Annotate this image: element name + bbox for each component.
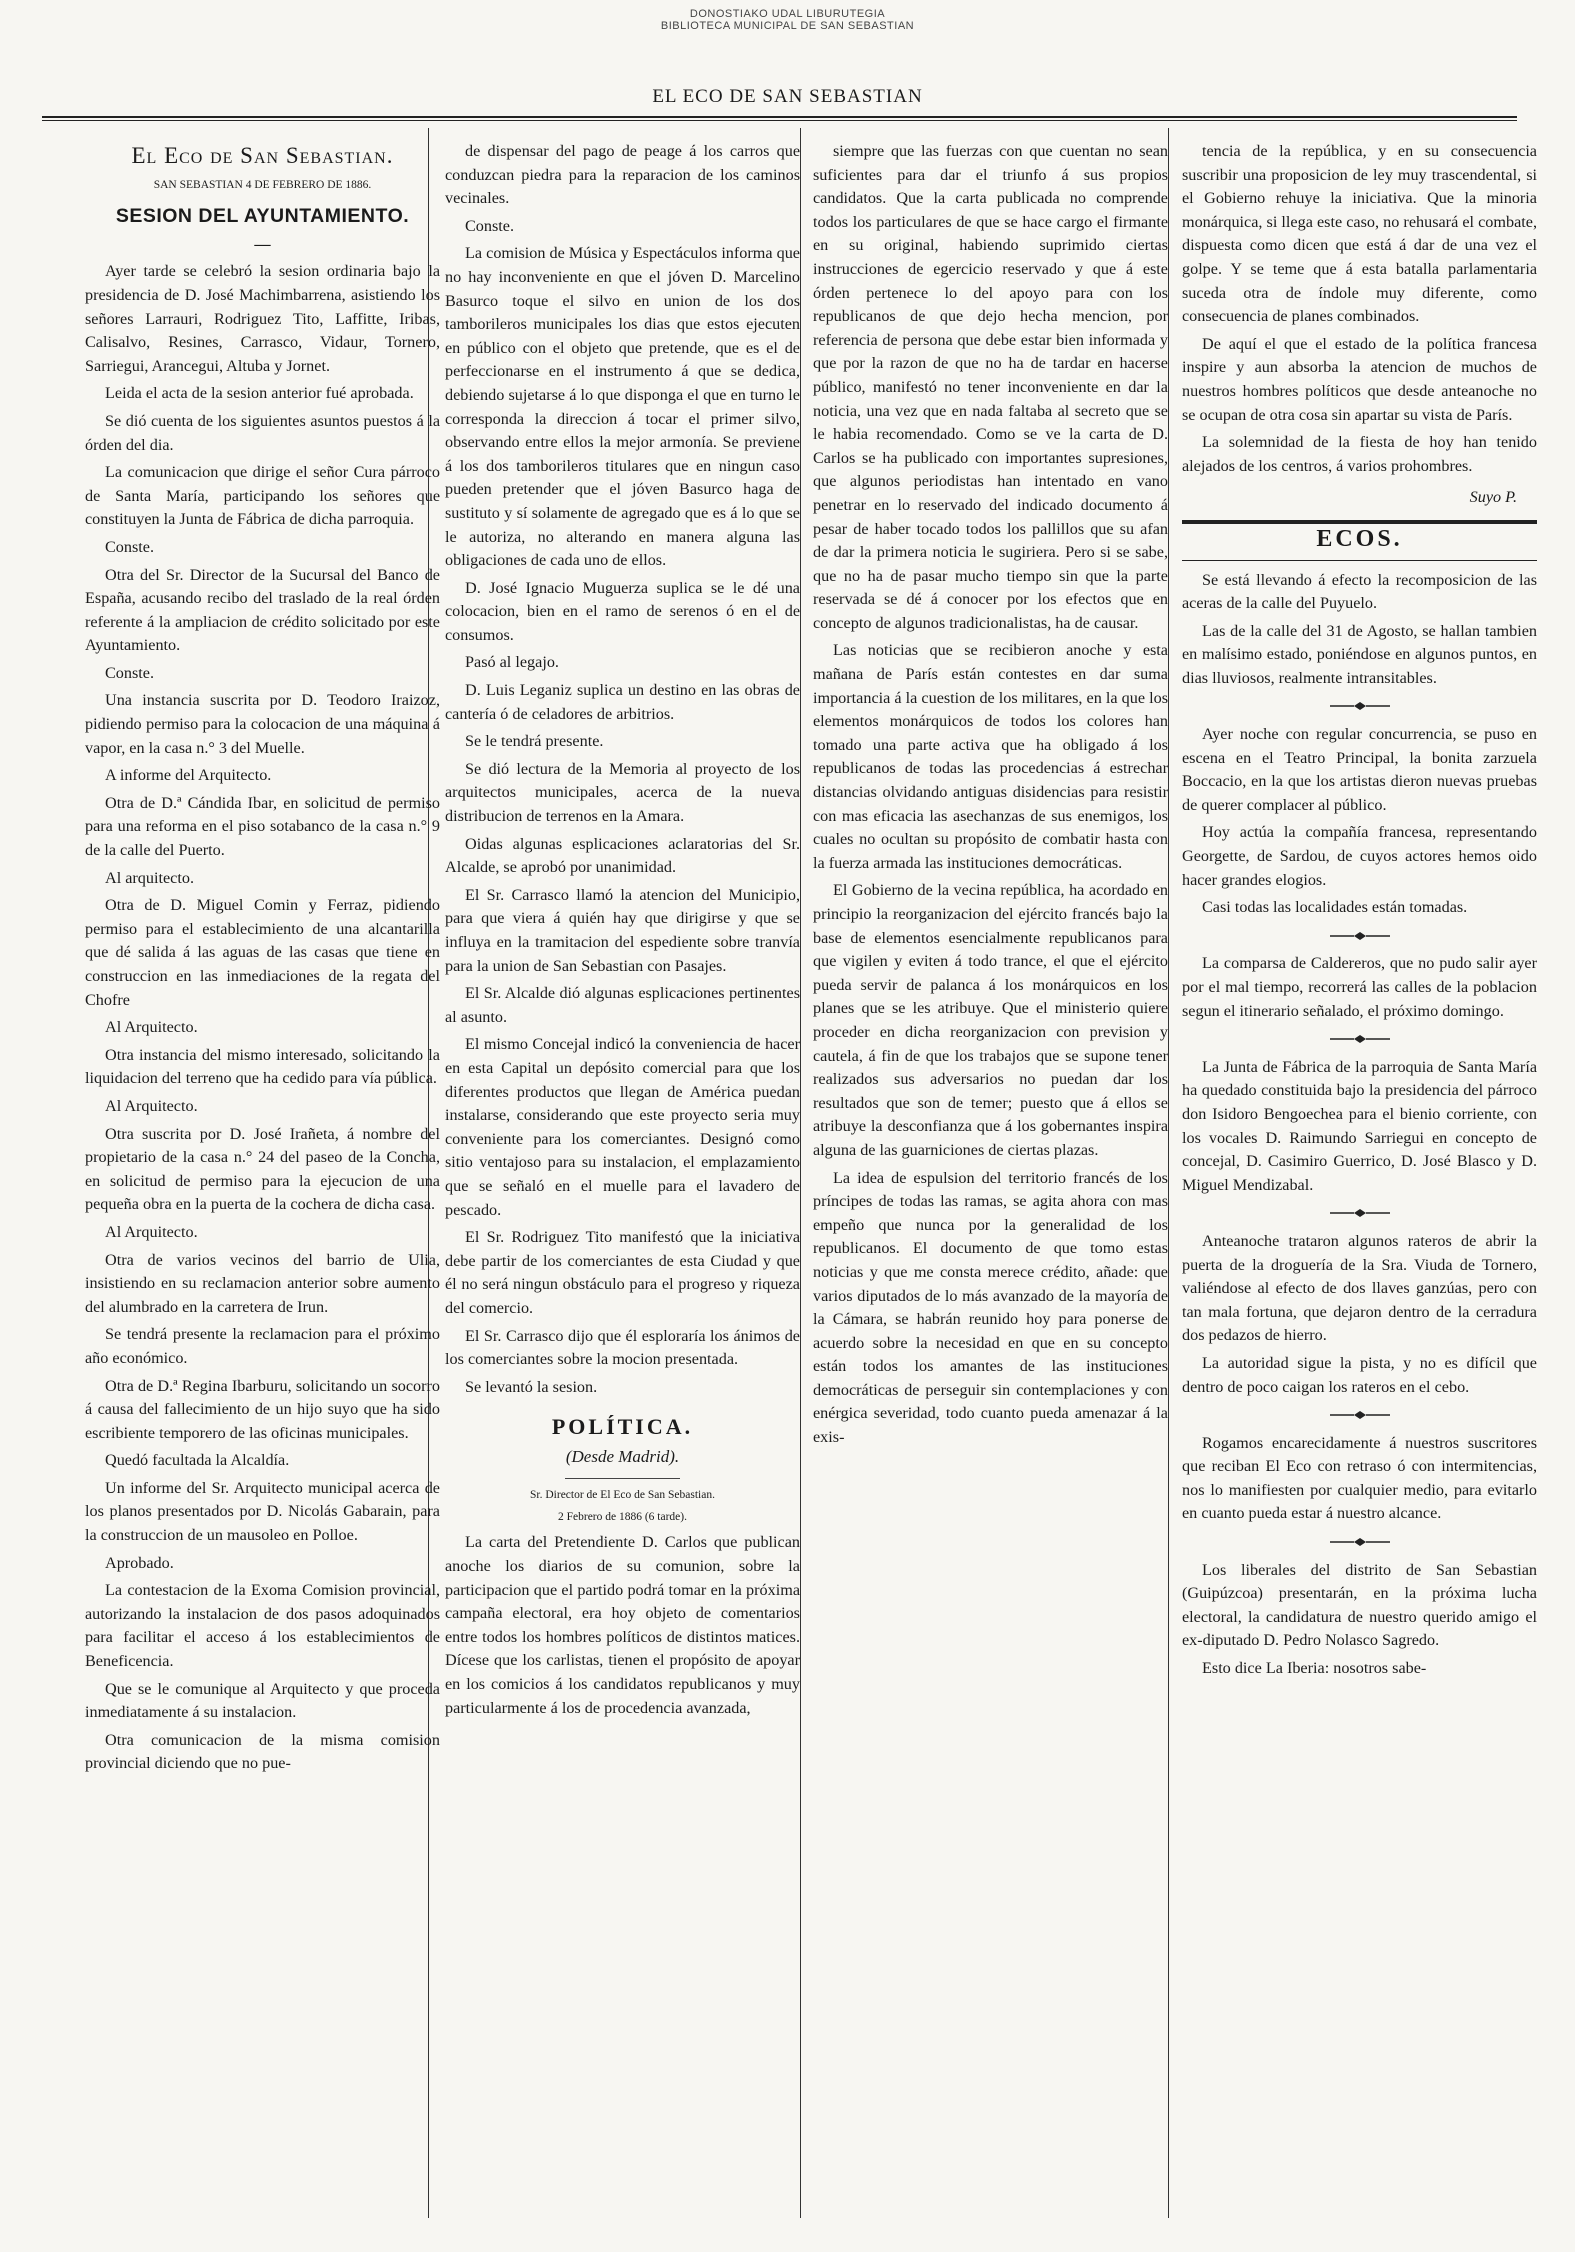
ornament-separator-icon bbox=[1182, 1027, 1537, 1051]
ornament-separator-icon bbox=[1182, 1530, 1537, 1554]
paragraph: El Sr. Rodriguez Tito manifestó que la iniciativa debe partir de los comerciantes de esta Ciudad y que él no será ningun obstáculo para el progreso y riqueza del comercio. bbox=[445, 1228, 800, 1317]
paragraph: Pasó al legajo. bbox=[465, 653, 559, 672]
paragraph: Leida el acta de la sesion anterior fué aprobada. bbox=[105, 384, 414, 403]
paragraph: Al Arquitecto. bbox=[105, 1222, 198, 1241]
paragraph: La contestacion de la Exoma Comision provincial, autorizando la instalacion de dos pasos adoquinados para facilitar el acceso á los establecimientos de Beneficencia. bbox=[85, 1581, 440, 1671]
paragraph: Un informe del Sr. Arquitecto municipal acerca de los planos presentados por D. Nicolás Gabarain, para la construccion de un mausoleo en Polloe. bbox=[85, 1478, 440, 1545]
paragraph: La comunicacion que dirige el señor Cura párroco de Santa María, participando los señores que constituyen la Junta de Fábrica de dicha parroquia. bbox=[85, 463, 440, 529]
section-subtitle: (Desde Madrid). bbox=[565, 1446, 680, 1466]
paragraph: Otra de D. Miguel Comin y Ferraz, pidiendo permiso para el establecimiento de una alcantarilla que dé salida á las aguas de las casas que tiene en construccion en las inmediaciones de la regata del Chofre bbox=[85, 896, 440, 1009]
letter-date: 2 Febrero de 1886 (6 tarde). bbox=[557, 1511, 687, 1524]
paragraph: Se dió cuenta de los siguientes asuntos puestos á la órden del dia. bbox=[85, 411, 440, 454]
paragraph: Aprobado. bbox=[105, 1553, 174, 1572]
article-body bbox=[445, 1531, 800, 1720]
paragraph: Otra suscrita por D. José Irañeta, á nombre del propietario de la casa n.° 24 del paseo de la Concha, en solicitud de permiso para la ejecucion de una pequeña obra en la puerta de la cochera de dicha casa. bbox=[85, 1124, 440, 1214]
section-title-ecos: ECOS. bbox=[1316, 525, 1403, 552]
ornament-separator-icon bbox=[1182, 1201, 1537, 1225]
signature: Suyo P. bbox=[1469, 488, 1517, 507]
masthead: El Eco de San Sebastian. bbox=[131, 143, 394, 168]
paragraph: Al Arquitecto. bbox=[105, 1096, 198, 1115]
ornament-separator-icon bbox=[1182, 1403, 1537, 1427]
paragraph: tencia de la república, y en su consecuencia suscribir una proposicion de ley muy trascendental, si el Gobierno rehuye la iniciativa. Que la minoria monárquica, si llega este caso, no rehusará el combate, dispuesta como dicen que está á dar de una vez el golpe. Y se teme que á esta batalla parlamentaria suceda otra de índole muy diferente, como consecuencia de planes combinados. bbox=[1182, 142, 1537, 326]
paragraph: Otra de D.ª Cándida Ibar, en solicitud de permiso para una reforma en el piso sotabanco de la casa n.° 9 de la calle del Puerto. bbox=[85, 793, 440, 860]
paragraph: El mismo Concejal indicó la conveniencia de hacer en esta Capital un depósito comercial para que los diferentes productos que llegan de América puedan instalarse, considerando que este proyecto seria muy conveniente para los comerciantes. Designó como sitio ventajoso para su instalacion, el emplazamiento que se señaló en el muelle para el lavadero de pescado. bbox=[445, 1035, 800, 1219]
eco-item: Rogamos encarecidamente á nuestros suscritores que reciban El Eco con retraso ó con intermitencias, nos lo manifiesten por cualquier medio, para evitarlo en cuanto pueda estar á nuestro alcance. bbox=[1182, 1433, 1537, 1523]
paragraph: Una instancia suscrita por D. Teodoro Iraizoz, pidiendo permiso para la colocacion de una máquina á vapor, en la casa n.° 3 del Muelle. bbox=[85, 691, 440, 757]
eco-item: La autoridad sigue la pista, y no es difícil que dentro de poco caigan los rateros en el cebo. bbox=[1182, 1353, 1537, 1396]
paragraph: El Gobierno de la vecina república, ha acordado en principio la reorganizacion del ejército francés bajo la base de elementos esencialmente republicanos para que vigilen y eviten á todo trance, el que el ejército pueda servir de palanca á los monárquicos en los planes que se les atribuye. Que el ministerio quiere proceder en dicha reorganizacion con prevision y cautela, á fin de que los trabajos que se supone tener realizados sus adversarios no puedan dar los resultados que son de temer; puesto que á ellos se atribuye la desconfianza que á los gobernantes inspira alguna de las guarniciones de ciertas plazas. bbox=[813, 881, 1168, 1159]
article-body bbox=[85, 260, 440, 1776]
eco-item: La comparsa de Caldereros, que no pudo salir ayer por el mal tiempo, recorrerá las calles de la poblacion segun el itinerario señalado, el próximo domingo. bbox=[1182, 954, 1537, 1020]
section-title-politica: POLÍTICA. bbox=[551, 1414, 694, 1440]
library-stamp-line-1: DONOSTIAKO UDAL LIBURUTEGIA bbox=[689, 8, 886, 20]
title-dash: — bbox=[254, 234, 271, 253]
paragraph: Las noticias que se recibieron anoche y esta mañana de París están contestes en dar suma importancia á la cuestion de los militares, en la que los elementos monárquicos de todos los colores han tomado una parte activa que ha obligado á los republicanos de todas las procedencias á estrechar distancias olvidando antiguas disidencias para resistir con mas eficacia las asechanzas de sus enemigos, los cuales no ocultan su propósito de combatir hasta con la fuerza armada las instituciones democráticas. bbox=[813, 641, 1168, 872]
paragraph: La carta del Pretendiente D. Carlos que publican anoche los diarios de su comunion, sobre la participacion que el partido podrá tomar en la próxima campaña electoral, era hoy objeto de comentarios entre todos los hombres políticos de distintos matices. Dícese que los carlistas, tienen el propósito de apoyar en los comicios á los candidatos republicanos y muy particularmente á los de procedencia avanzada, bbox=[445, 1533, 800, 1717]
eco-item: Casi todas las localidades están tomadas. bbox=[1202, 898, 1468, 917]
paragraph: La solemnidad de la fiesta de hoy han tenido alejados de los centros, á varios prohombres. bbox=[1182, 433, 1537, 475]
paragraph: Se levantó la sesion. bbox=[465, 1377, 598, 1396]
paragraph: Otra del Sr. Director de la Sucursal del Banco de España, acusando recibo del traslado de la real órden referente á la ampliacion de crédito solicitado por este Ayuntamiento. bbox=[85, 565, 440, 655]
article-body bbox=[813, 140, 1168, 1450]
paragraph: Otra instancia del mismo interesado, solicitando la liquidacion del terreno que ha cedido para vía pública. bbox=[85, 1045, 440, 1088]
library-stamp-line-2: BIBLIOTECA MUNICIPAL DE SAN SEBASTIAN bbox=[660, 20, 915, 32]
column-1 bbox=[85, 140, 440, 1780]
paragraph: siempre que las fuerzas con que cuentan no sean suficientes para dar el triunfo á sus propios candidatos. Que la carta publicada no comprende todos los particulares de que se hace cargo el firmante en su original, habiendo suprimido ciertas instrucciones de egercicio reservado y que á este órden pertenece lo del apoyo para con los republicanos de que dejo hecha mencion, por referencia de persona que debe estar bien informada y que por la razon de que no ha de tardar en hacerse público, manifestó no tener inconveniente en dar la noticia, una vez que en nada faltaba al secreto que se le habia recomendado. Como se ve la carta de D. Carlos se ha publicado con importantes supresiones, que algunos periodistas han intentado en vano penetrar en lo reservado del indicado documento á pesar de haber tocado todos los pallillos que su afan de dar la primera noticia le sugiriera. Pero si se sabe, que no ha de pasar mucho tiempo sin que la parte reservada se dé á conocer por los efectos que en concepto de algunos tradicionalistas, ha de causar. bbox=[813, 142, 1168, 632]
paragraph: Conste. bbox=[105, 537, 155, 556]
header-rule-thin bbox=[42, 120, 1517, 121]
eco-item: Las de la calle del 31 de Agosto, se hallan tambien en malísimo estado, poniéndose en algunos puntos, en dias lluviosos, realmente intransitables. bbox=[1182, 621, 1537, 687]
paragraph: El Sr. Alcalde dió algunas esplicaciones pertinentes al asunto. bbox=[445, 984, 800, 1026]
paragraph: De aquí el que el estado de la política francesa inspire y aun absorba la atencion de muchos de nuestros hombres políticos que desde anteanoche no se ocupan de otra cosa sin apartar su vista de París. bbox=[1182, 334, 1537, 424]
column-divider bbox=[1168, 128, 1169, 2218]
paragraph: de dispensar del pago de peage á los carros que conduzcan piedra para la reparacion de los caminos vecinales. bbox=[445, 142, 800, 208]
paragraph: La idea de espulsion del territorio francés de los príncipes de todas las ramas, se agita ahora con mas empeño que nunca por la generalidad de los republicanos. El documento de que tomo estas noticias y que me consta merece crédito, añade: que varios diputados de lo más avanzado de la mayoría de la Cámara, se habrán reunido hoy para ponerse de acuerdo sobre la necesidad en que en su concepto están todos los amantes de las instituciones democráticas de perseguir sin contemplaciones y con enérgica severidad, todo cuanto pueda amenazar á la exis- bbox=[813, 1168, 1168, 1447]
paragraph: Oidas algunas esplicaciones aclaratorias del Sr. Alcalde, se aprobó por unanimidad. bbox=[445, 834, 800, 877]
letter-addressee: Sr. Director de El Eco de San Sebastian. bbox=[530, 1489, 715, 1502]
paragraph: D. José Ignacio Muguerza suplica se le dé una colocacion, bien en el ramo de serenos ó en el de consumos. bbox=[445, 578, 800, 644]
short-rule bbox=[565, 1478, 680, 1479]
paragraph: Ayer tarde se celebró la sesion ordinaria bajo la presidencia de D. José Machimbarrena, asistiendo los señores Larrauri, Rodriguez Tito, Laffitte, Iribas, Calisalvo, Resines, Carrasco, Vidaur, Tornero, Sarriegui, Arancegui, Altuba y Jornet. bbox=[85, 262, 440, 375]
paragraph: Otra de D.ª Regina Ibarburu, solicitando un socorro á causa del fallecimiento de un hijo suyo que ha sido escribiente temporero de las oficinas municipales. bbox=[85, 1376, 440, 1442]
eco-item: La Junta de Fábrica de la parroquia de Santa María ha quedado constituida bajo la presidencia del párroco don Isidoro Bengoechea para el bienio corriente, con los vocales D. Raimundo Sarriegui en concepto de concejal, D. Casimiro Guerrico, D. José Blasco y D. Miguel Mendizabal. bbox=[1182, 1057, 1537, 1194]
ecos-list bbox=[1182, 569, 1537, 1681]
paragraph: Se tendrá presente la reclamacion para el próximo año económico. bbox=[85, 1325, 440, 1367]
paragraph: Otra comunicacion de la misma comision provincial diciendo que no pue- bbox=[85, 1730, 440, 1773]
ornament-separator-icon bbox=[1182, 694, 1537, 718]
eco-item: Ayer noche con regular concurrencia, se puso en escena en el Teatro Principal, la bonita zarzuela Boccacio, en la que los artistas dieron nuevas pruebas de querer complacer al público. bbox=[1182, 725, 1537, 814]
paragraph: La comision de Música y Espectáculos informa que no hay inconveniente en que el jóven D. Marcelino Basurco toque el silvo en union de los dos tamborileros municipales los dias que estos ejecuten en público con el objeto que pretende, que es el de perfeccionarse en el instrumento á que se dedica, debiendo sujetarse á lo que disponga el que en turno le corresponda la direccion á tocar el primer silvo, observando entre ellos la mejor armonía. Se previene á los dos tamborileros titulares que en ningun caso pueden pretender que el jóven Basurco haga de sustituto y sí solamente de agregado que es á lo que se le autoriza, no alterando en manera alguna las obligaciones de cada uno de ellos. bbox=[445, 244, 800, 570]
eco-item: Los liberales del distrito de San Sebastian (Guipúzcoa) presentarán, en la próxima lucha electoral, la candidatura de nuestro querido amigo el ex-diputado D. Pedro Nolasco Sagredo. bbox=[1182, 1560, 1537, 1650]
article-body bbox=[1182, 140, 1537, 478]
ornament-separator-icon bbox=[1182, 924, 1537, 948]
paragraph: Conste. bbox=[105, 663, 155, 682]
paragraph: Se le tendrá presente. bbox=[465, 732, 604, 751]
running-title: EL ECO DE SAN SEBASTIAN bbox=[652, 86, 923, 107]
section-title-ayuntamiento: SESION DEL AYUNTAMIENTO. bbox=[115, 205, 410, 228]
paragraph: D. Luis Leganiz suplica un destino en las obras de cantería ó de celadores de arbitrios. bbox=[445, 681, 800, 723]
paragraph: Que se le comunique al Arquitecto y que proceda inmediatamente á su instalacion. bbox=[85, 1679, 440, 1722]
paragraph: Se dió lectura de la Memoria al proyecto de los arquitectos municipales, acerca de la nueva distribucion de terrenos en la Amara. bbox=[445, 759, 800, 826]
paragraph: El Sr. Carrasco llamó la atencion del Municipio, para que viera á quién hay que dirigirse y que se influya en la tramitacion del espediente sobre tranvía para la union de San Sebastian con Pasajes. bbox=[445, 885, 800, 975]
paragraph: Conste. bbox=[465, 216, 515, 235]
paragraph: Al arquitecto. bbox=[105, 868, 194, 887]
paragraph: A informe del Arquitecto. bbox=[105, 766, 272, 785]
section-rule-thin bbox=[1182, 560, 1537, 561]
article-body bbox=[445, 140, 800, 1399]
paragraph: El Sr. Carrasco dijo que él esploraría los ánimos de los comerciantes sobre la mocion presentada. bbox=[445, 1326, 800, 1369]
paragraph: Otra de varios vecinos del barrio de Ulia, insistiendo en su reclamacion anterior sobre aumento del alumbrado en la carretera de Irun. bbox=[85, 1250, 440, 1316]
column-divider bbox=[800, 128, 801, 2218]
header-rule bbox=[42, 116, 1517, 118]
eco-item: Anteanoche trataron algunos rateros de abrir la puerta de la droguería de la Sra. Viuda de Tornero, valiéndose al efecto de dos llaves ganzúas, pero con tan mala fortuna, que dejaron dentro de la cerradura dos pedazos de hierro. bbox=[1182, 1231, 1537, 1345]
paragraph: Al Arquitecto. bbox=[105, 1018, 198, 1037]
column-3 bbox=[813, 140, 1168, 1454]
library-stamp bbox=[0, 8, 1575, 32]
section-rule bbox=[1182, 520, 1537, 524]
column-2 bbox=[445, 140, 800, 1724]
paragraph: Quedó facultada la Alcaldía. bbox=[105, 1451, 290, 1470]
dateline: SAN SEBASTIAN 4 DE FEBRERO DE 1886. bbox=[153, 178, 372, 191]
eco-item: Esto dice La Iberia: nosotros sabe- bbox=[1202, 1659, 1427, 1678]
eco-item: Hoy actúa la compañía francesa, representando Georgette, de Sardou, de cuyos actores hemos oido hacer grandes elogios. bbox=[1182, 823, 1537, 889]
eco-item: Se está llevando á efecto la recomposicion de las aceras de la calle del Puyuelo. bbox=[1182, 570, 1537, 613]
column-4 bbox=[1182, 140, 1537, 1685]
